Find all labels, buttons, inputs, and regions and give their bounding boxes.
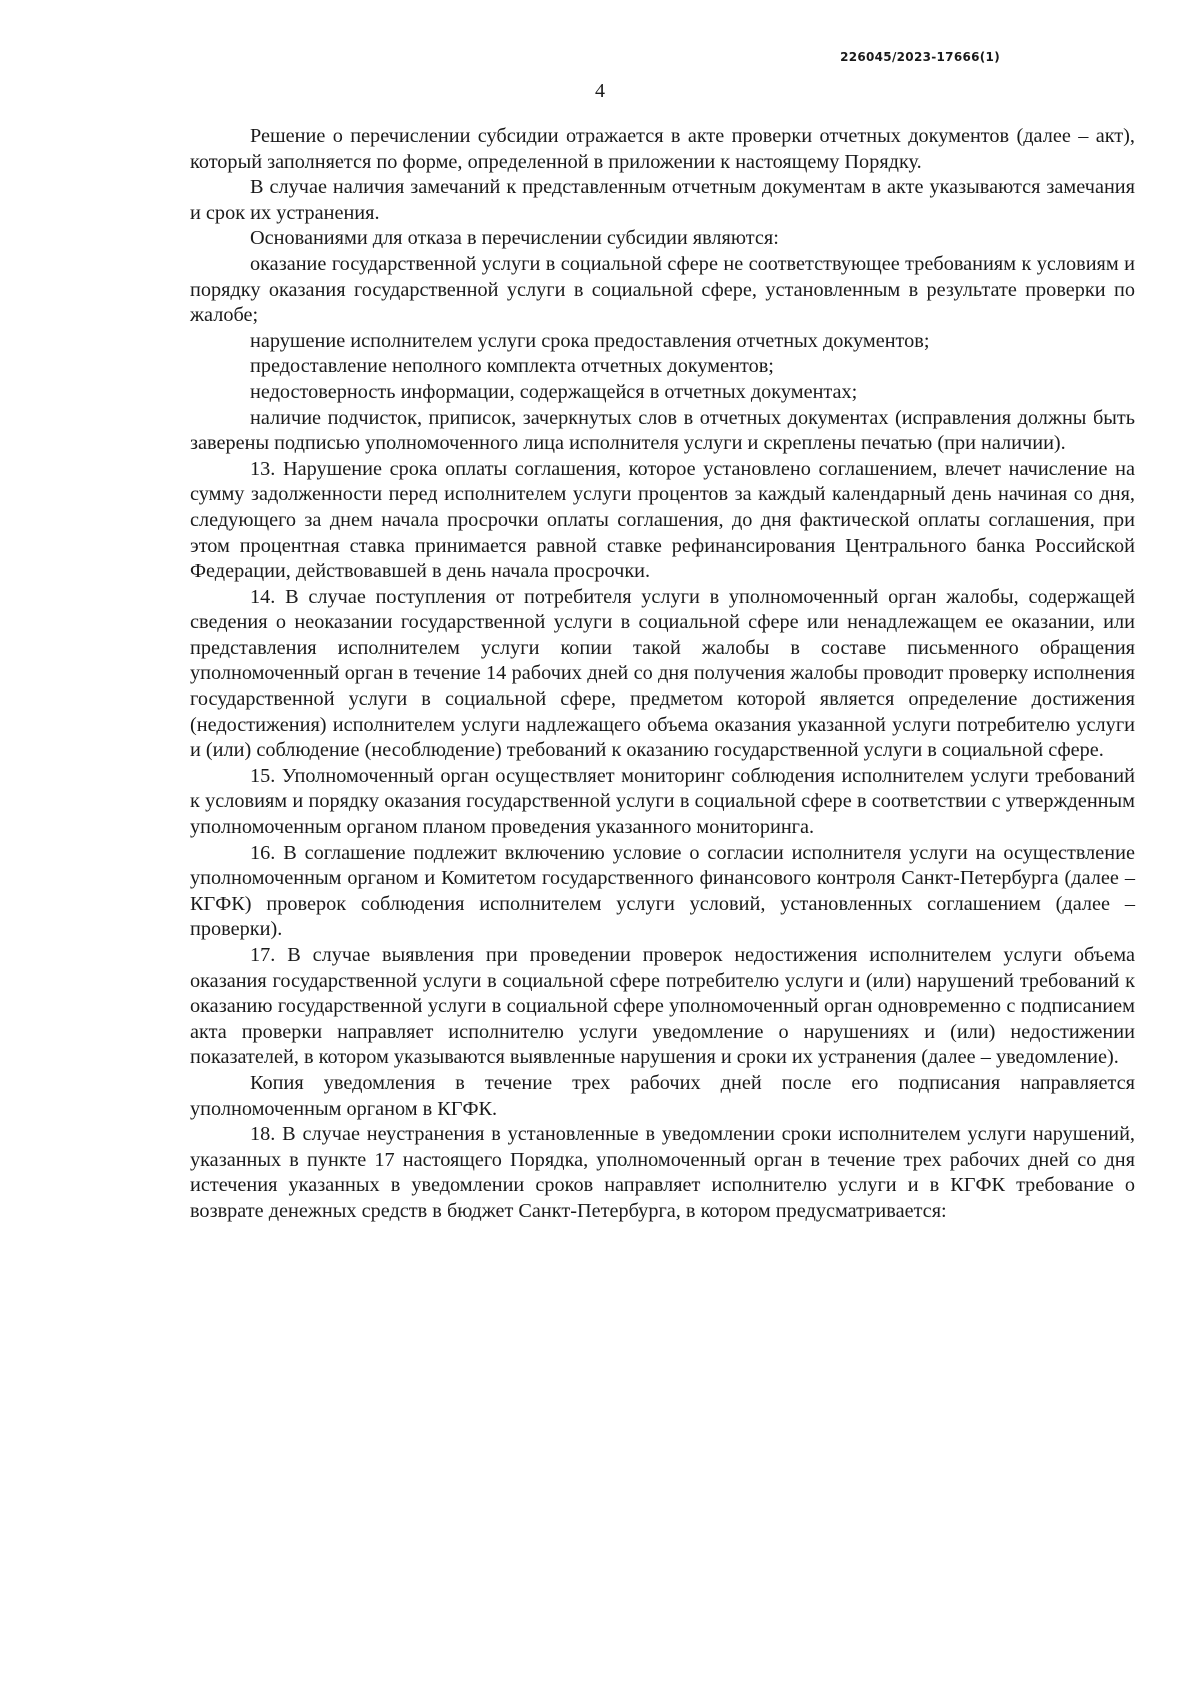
paragraph-notification-copy: Копия уведомления в течение трех рабочих дней после его подписания направляется уполномоченным органом в КГФК. <box>190 1071 1135 1120</box>
document-body <box>190 124 1135 1225</box>
list-item-unreliable-information: недостоверность информации, содержащейся в отчетных документах; <box>250 380 858 403</box>
document-id: 226045/2023-17666(1) <box>840 50 1000 64</box>
paragraph-clause-13: 13. Нарушение срока оплаты соглашения, которое установлено соглашением, влечет начисление на сумму задолженности перед исполнителем услуги процентов за каждый календарный день начиная со дня, следующего за днем начала просрочки оплаты соглашения, до дня фактической оплаты соглашения, при этом процентная ставка принимается равной ставке рефинансирования Центрального банка Российской Федерации, действовавшей в день начала просрочки. <box>190 457 1135 583</box>
page-number: 4 <box>595 80 605 102</box>
paragraph-refusal-grounds: Основаниями для отказа в перечислении субсидии являются: <box>250 227 779 250</box>
paragraph-subsidy-decision: Решение о перечислении субсидии отражается в акте проверки отчетных документов (далее – акт), который заполняется по форме, определенной в приложении к настоящему Порядку. <box>190 125 1135 173</box>
list-item-noncompliant-service: оказание государственной услуги в социальной сфере не соответствующее требованиям к условиям и порядку оказания государственной услуги в социальной сфере, установленным в результате проверки по жалобе; <box>190 252 1135 327</box>
list-item-corrections: наличие подчисток, приписок, зачеркнутых слов в отчетных документах (исправления должны быть заверены подписью уполномоченного лица исполнителя услуги и скреплены печатью (при наличии). <box>190 406 1135 455</box>
paragraph-clause-18: 18. В случае неустранения в установленные в уведомлении сроки исполнителем услуги нарушений, указанных в пункте 17 настоящего Порядка, уполномоченный орган в течение трех рабочих дней со дня истечения указанных в уведомлении сроков направляет исполнителю услуги и в КГФК требование о возврате денежных средств в бюджет Санкт-Петербурга, в котором предусматривается: <box>190 1123 1135 1222</box>
paragraph-clause-14: 14. В случае поступления от потребителя услуги в уполномоченный орган жалобы, содержащей сведения о неоказании государственной услуги в социальной сфере или ненадлежащем ее оказании, или представления исполнителем услуги копии такой жалобы в составе письменного обращения уполномоченный орган в течение 14 рабочих дней со дня получения жалобы проводит проверку исполнения государственной услуги в социальной сфере, предметом которой является определение достижения (недостижения) исполнителем услуги надлежащего объема оказания указанной услуги потребителю услуги и (или) соблюдение (несоблюдение) требований к оказанию государственной услуги в социальной сфере. <box>190 585 1135 762</box>
list-item-deadline-violation: нарушение исполнителем услуги срока предоставления отчетных документов; <box>250 329 930 352</box>
list-item-incomplete-documents: предоставление неполного комплекта отчетных документов; <box>250 355 774 378</box>
paragraph-clause-16: 16. В соглашение подлежит включению условие о согласии исполнителя услуги на осуществление уполномоченным органом и Комитетом государственного финансового контроля Санкт-Петербурга (далее – КГФК) проверок соблюдения исполнителем услуги условий, установленных соглашением (далее – проверки). <box>190 841 1135 941</box>
paragraph-clause-17: 17. В случае выявления при проведении проверок недостижения исполнителем услуги объема оказания государственной услуги в социальной сфере потребителю услуги и (или) нарушений требований к оказанию государственной услуги в социальной сфере уполномоченный орган одновременно с подписанием акта проверки направляет исполнителю услуги уведомление о нарушениях и (или) недостижении показателей, в котором указываются выявленные нарушения и сроки их устранения (далее – уведомление). <box>190 944 1135 1069</box>
paragraph-clause-15: 15. Уполномоченный орган осуществляет мониторинг соблюдения исполнителем услуги требований к условиям и порядку оказания государственной услуги в социальной сфере в соответствии с утвержденным уполномоченным органом планом проведения указанного мониторинга. <box>190 764 1135 839</box>
paragraph-remarks: В случае наличия замечаний к представленным отчетным документам в акте указываются замечания и срок их устранения. <box>190 176 1135 224</box>
